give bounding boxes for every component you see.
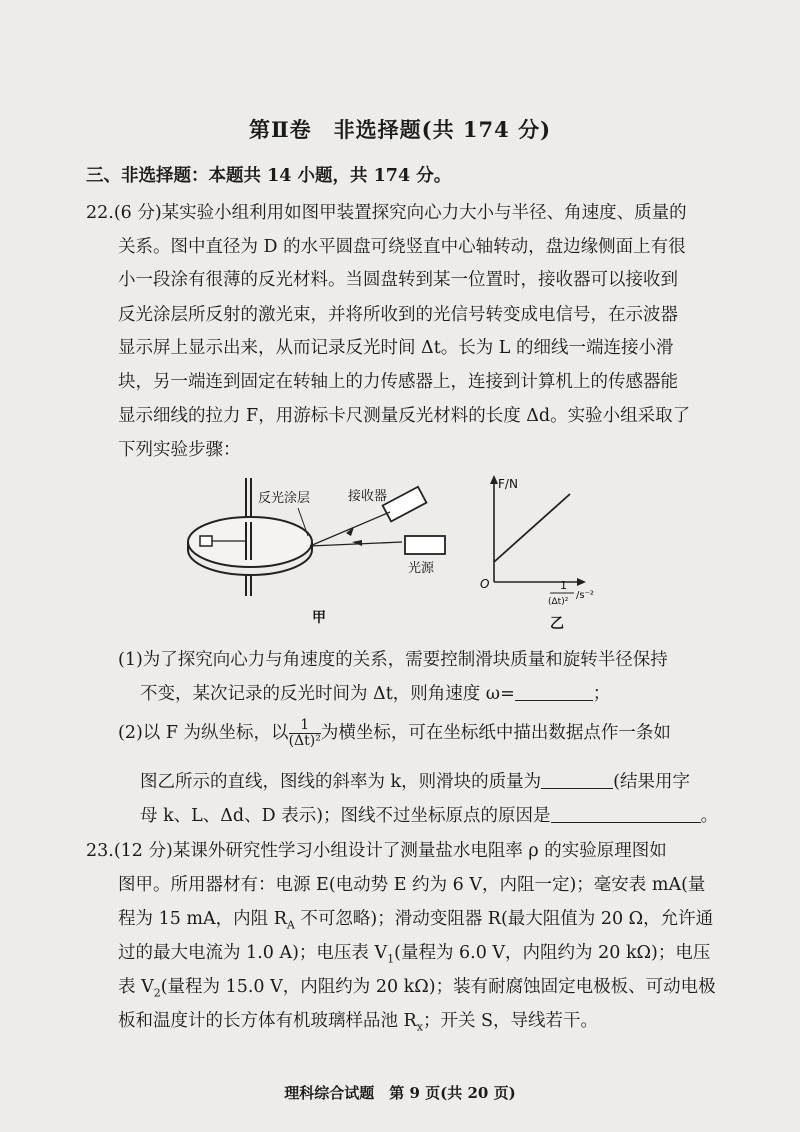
sub2-line3-a: 母 k、L、Δd、D 表示)；图线不过坐标原点的原因是 xyxy=(140,806,551,826)
q23-line-3: 程为 15 mA，内阻 $R_A$ 不可忽略)；滑动变阻器 R(最大阻值为 20 Ω，允许通 xyxy=(118,909,714,932)
q22-line-8: 下列实验步骤： xyxy=(118,440,241,460)
sub2-frac-num: 1 xyxy=(289,718,321,734)
sub2-fraction xyxy=(289,718,321,749)
q22-line-2: 关系。图中直径为 D 的水平圆盘可绕竖直中心轴转动，盘边缘侧面上有很 xyxy=(118,237,686,257)
q22-line-4: 反光涂层所反射的激光束，并将所收到的光信号转变成电信号，在示波器 xyxy=(118,305,678,325)
sub2-line3-end: 。 xyxy=(700,806,719,826)
caption-yi: 乙 xyxy=(550,616,564,632)
figure-jia xyxy=(180,470,460,630)
q23-line-2: 图甲。所用器材有：电源 E(电动势 E 约为 6 V，内阻一定)；毫安表 mA(量 xyxy=(118,875,706,895)
q22-sub2-line3 xyxy=(140,806,718,826)
caption-jia: 甲 xyxy=(312,610,326,626)
y-axis-label: F/N xyxy=(498,477,518,491)
receiver-icon xyxy=(383,487,427,522)
q22-line-6: 块，另一端连到固定在转轴上的力传感器上，连接到计算机上的传感器能 xyxy=(118,372,678,392)
section-header: 三、非选择题：本题共 14 小题，共 174 分。 xyxy=(86,166,452,186)
x-axis-unit: /s⁻² xyxy=(576,590,594,601)
q22-line-3: 小一段涂有很薄的反光材料。当圆盘转到某一位置时，接收器可以接收到 xyxy=(118,270,678,290)
x-axis-num: 1 xyxy=(560,579,567,592)
q22-line-5: 显示屏上显示出来，从而记录反光时间 Δt。长为 L 的细线一端连接小滑 xyxy=(118,338,674,358)
answer-blank-reason[interactable] xyxy=(551,806,701,823)
q23-line-5: 表 $V_2$(量程为 15.0 V，内阻约为 20 kΩ)；装有耐腐蚀固定电极板、可动电极 xyxy=(118,977,716,1000)
q23-line-4: 过的最大电流为 1.0 A)；电压表 $V_1$(量程为 6.0 V，内阻约为 20 kΩ)；电压 xyxy=(118,943,711,966)
figure-yi xyxy=(470,472,640,632)
q22-line-1: 22.(6 分)某实验小组利用如图甲装置探究向心力大小与半径、角速度、质量的 xyxy=(86,203,687,223)
q23-line-1: 23.(12 分)某课外研究性学习小组设计了测量盐水电阻率 ρ 的实验原理图如 xyxy=(86,841,667,861)
light-source-label: 光源 xyxy=(408,561,435,576)
answer-blank-omega[interactable] xyxy=(515,684,593,701)
coating-label: 反光涂层 xyxy=(258,491,311,506)
sub1-text: 不变，某次记录的反光时间为 Δt，则角速度 ω= xyxy=(140,684,515,704)
q22-sub1-line1: (1)为了探究向心力与角速度的关系，需要控制滑块质量和旋转半径保持 xyxy=(118,650,668,670)
q22-sub1-line2 xyxy=(140,684,610,704)
receiver-label: 接收器 xyxy=(348,489,388,504)
section-title: 第Ⅱ卷 非选择题(共 174 分) xyxy=(248,117,552,142)
page-footer: 理科综合试题 第 9 页(共 20 页) xyxy=(284,1084,516,1102)
fit-line xyxy=(494,494,570,562)
slider-block xyxy=(200,536,212,546)
light-source-icon xyxy=(405,536,445,554)
q22-sub2-line1 xyxy=(118,718,671,749)
q22-sub2-line2 xyxy=(140,772,690,792)
reflected-beam xyxy=(310,512,390,546)
origin-label: O xyxy=(480,577,490,591)
x-axis-den: (Δt)² xyxy=(548,597,569,607)
sub2-line2-b: (结果用字 xyxy=(613,772,690,792)
q22-line-7: 显示细线的拉力 F，用游标卡尺测量反光材料的长度 Δd。实验小组采取了 xyxy=(118,406,691,426)
sub2-line2-a: 图乙所示的直线，图线的斜率为 k，则滑块的质量为 xyxy=(140,772,542,792)
sub2-post: 为横坐标，可在坐标纸中描出数据点作一条如 xyxy=(320,723,671,743)
answer-blank-mass[interactable] xyxy=(541,772,613,789)
sub2-frac-den: (Δt)² xyxy=(288,733,321,749)
sub1-end: ； xyxy=(592,684,611,704)
sub2-pre: (2)以 F 为纵坐标，以 xyxy=(118,723,289,743)
q23-line-6: 板和温度计的长方体有机玻璃样品池 $R_x$；开关 S，导线若干。 xyxy=(118,1011,599,1034)
